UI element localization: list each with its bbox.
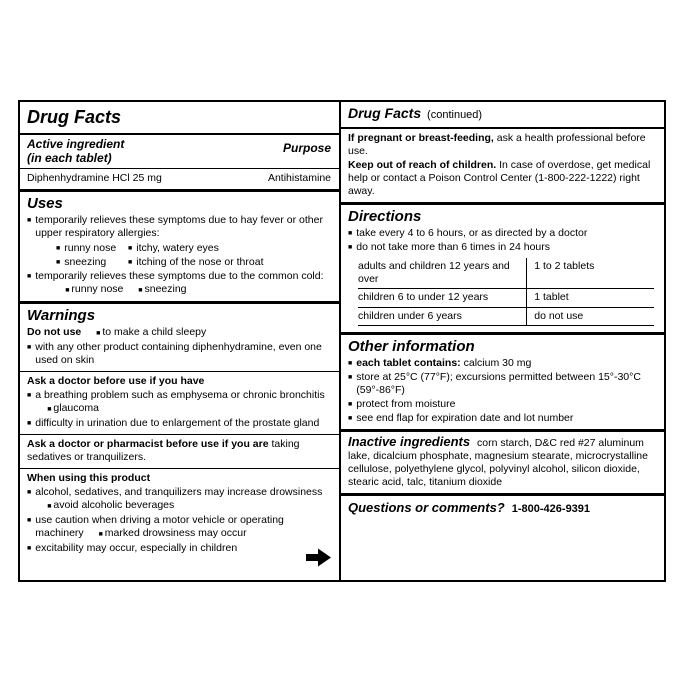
uses-allergy-item [27,214,331,240]
uses-section [20,192,339,301]
do-not-use-item: ■ with any other product containing diphenhydramine, even one used on skin [27,341,331,367]
ask-pharmacist-line: Ask a doctor or pharmacist before use if you are taking sedatives or tranquilizers. [27,438,300,463]
active-ingredient-subheading: (in each tablet) [27,151,112,165]
drug-facts-right-column [341,102,664,580]
drug-facts-left-column [20,102,341,580]
age-group-cell: children under 6 years [358,307,527,326]
allergy-symptom-list [56,241,331,269]
when-using-section [20,469,339,559]
title-section [20,102,339,133]
pregnancy-warning-line: If pregnant or breast-feeding, ask a health professional before use. [348,132,646,157]
other-information-item: ■ each tablet contains: calcium 30 mg [348,357,656,370]
purpose-value: Antihistamine [267,172,331,184]
uses-cold-text: temporarily relieves these symptoms due to the common cold: [35,270,324,282]
ask-doctor-heading: Ask a doctor before use if you have [27,375,205,387]
active-ingredient-name: Diphenhydramine HCl 25 mg [27,172,162,184]
symptom-item: ■ itching of the nose or throat [128,256,331,269]
uses-cold-item [27,270,331,297]
drug-facts-title: Drug Facts [27,107,122,127]
age-group-cell: children 6 to under 12 years [358,289,527,308]
continued-label: (continued) [427,109,483,121]
other-information-item: ■ see end flap for expiration date and lot number [348,412,656,425]
when-using-item: ■ excitability may occur, especially in children [27,542,331,555]
inactive-ingredients-section [341,432,664,493]
questions-phone-number: 1-800-426-9391 [511,503,591,515]
uses-allergy-text: ■ temporarily relieves these symptoms due to hay fever or other upper respiratory allergies: [35,214,323,239]
ask-doctor-inline-item: ■ glaucoma [47,402,99,414]
cold-symptom-item: ■ runny nose [65,283,123,295]
pregnancy-warning-section [341,129,664,202]
uses-heading: Uses [27,195,63,212]
drug-facts-panel [18,100,666,582]
do-not-use-line [27,326,331,340]
dosing-table [358,258,654,326]
dose-cell: 1 to 2 tablets [527,258,654,289]
directions-item: ■ do not take more than 6 times in 24 hours [348,241,656,254]
continued-title-section [341,102,664,127]
when-using-heading: When using this product [27,472,151,484]
ask-doctor-section [20,372,339,434]
active-ingredient-value-section [20,169,339,189]
active-ingredient-heading-block [27,137,124,165]
questions-heading: Questions or comments? [348,500,505,515]
purpose-heading: Purpose [282,141,331,155]
dose-cell: do not use [527,307,654,326]
other-information-heading: Other information [348,338,475,355]
directions-item: ■ take every 4 to 6 hours, or as directed by a doctor [348,227,656,240]
ask-doctor-item: ■ difficulty in urination due to enlargement of the prostate gland [27,417,331,430]
warnings-heading: Warnings [27,307,96,324]
inactive-ingredients-heading: Inactive ingredients [348,434,471,449]
questions-section [341,496,664,518]
dosing-table-row [358,307,654,326]
when-using-item: ■ alcohol, sedatives, and tranquilizers may increase drowsiness ■ avoid alcoholic beverages [27,486,331,513]
symptom-item: ■ sneezing [56,256,128,269]
ask-doctor-item: ■ a breathing problem such as emphysema or chronic bronchitis ■ glaucoma [27,389,331,416]
symptom-item: ■ runny nose [56,242,128,255]
when-using-item: ■ use caution when driving a motor vehicle or operating machinery ■ marked drowsiness may occur [27,514,331,541]
active-ingredient-heading: Active ingredient [27,137,125,151]
keep-out-of-reach-line: Keep out of reach of children. In case of overdose, get medical help or contact a Poison Control Center (1-800-222-1222) right away. [348,159,651,197]
other-information-item: ■ protect from moisture [348,398,656,411]
when-using-inline-item: ■ marked drowsiness may occur [99,527,247,539]
other-information-item: ■ store at 25°C (77°F); excursions permitted between 15°-30°C (59°-86°F) [348,371,656,397]
warnings-section [20,304,339,371]
do-not-use-inline-item: ■ to make a child sleepy [96,326,206,338]
drug-facts-continued-title: Drug Facts [348,105,422,121]
age-group-cell: adults and children 12 years and over [358,258,527,289]
dose-cell: 1 tablet [527,289,654,308]
active-ingredient-heading-section [20,135,339,168]
other-information-section [341,335,664,429]
dosing-table-row [358,258,654,289]
ask-pharmacist-section [20,435,339,468]
symptom-item: ■ itchy, watery eyes [128,242,331,255]
inactive-ingredients-text: corn starch, D&C red #27 aluminum lake, dicalcium phosphate, magnesium stearate, microcrystalline cellulose, polyethylene glycol, polyvinyl alcohol, silicon dioxide, stearic acid, talc, titanium dioxide [348,437,648,488]
dosing-table-row [358,289,654,308]
cold-symptom-item: ■ sneezing [138,283,186,295]
directions-section [341,205,664,332]
inactive-ingredients-line [348,435,656,489]
do-not-use-label: Do not use [27,326,82,338]
continued-arrow-icon [306,547,332,568]
directions-heading: Directions [348,208,422,225]
when-using-inline-item: ■ avoid alcoholic beverages [47,499,174,511]
